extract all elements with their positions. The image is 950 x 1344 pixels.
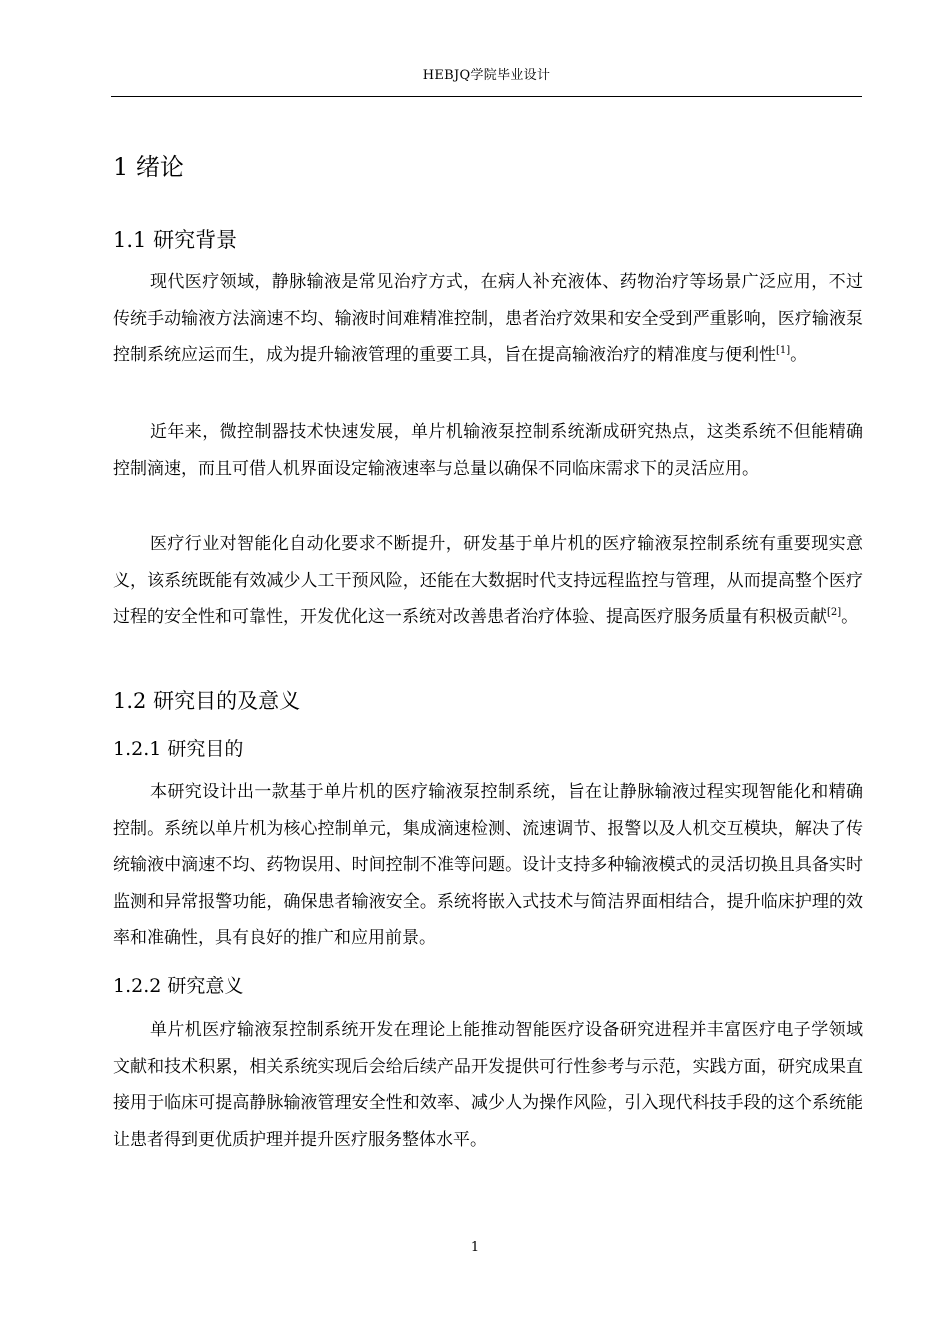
page-number: 1 (470, 1240, 480, 1255)
page-header: HEBJQ学院毕业设计 (422, 68, 551, 83)
paragraph (113, 414, 863, 487)
paragraph-text: 医疗行业对智能化自动化要求不断提升，研发基于单片机的医疗输液泵控制系统有重要现实意义，该系统既能有效减少人工干预风险，还能在大数据时代支持远程监控与管理，从而提高整个医疗过程的安全性和可靠性，开发优化这一系统对改善患者治疗体验、提高医疗服务质量有积极贡献 (113, 534, 863, 627)
paragraph (113, 264, 863, 374)
paragraph (113, 526, 863, 636)
section-title-1-2-1: 1.2.1 研究目的 (113, 738, 244, 760)
paragraph-text: 本研究设计出一款基于单片机的医疗输液泵控制系统，旨在让静脉输液过程实现智能化和精确控制。系统以单片机为核心控制单元，集成滴速检测、流速调节、报警以及人机交互模块，解决了传统输液中滴速不均、药物误用、时间控制不准等问题。设计支持多种输液模式的灵活切换且具备实时监测和异常报警功能，确保患者输液安全。系统将嵌入式技术与简洁界面相结合，提升临床护理的效率和准确性，具有良好的推广和应用前景。 (113, 782, 863, 948)
section-title-1-1: 1.1 研究背景 (113, 228, 238, 252)
citation: [2] (827, 607, 842, 618)
paragraph-end: 。 (841, 607, 859, 627)
chapter-title: 1 绪论 (113, 153, 184, 181)
paragraph (113, 774, 863, 957)
header-divider (111, 96, 862, 97)
paragraph-text: 现代医疗领域，静脉输液是常见治疗方式，在病人补充液体、药物治疗等场景广泛应用，不过传统手动输液方法滴速不均、输液时间难精准控制，患者治疗效果和安全受到严重影响，医疗输液泵控制系统应运而生，成为提升输液管理的重要工具，旨在提高输液治疗的精准度与便利性 (113, 272, 863, 365)
paragraph-text: 单片机医疗输液泵控制系统开发在理论上能推动智能医疗设备研究进程并丰富医疗电子学领域文献和技术积累，相关系统实现后会给后续产品开发提供可行性参考与示范，实践方面，研究成果直接用于临床可提高静脉输液管理安全性和效率、减少人为操作风险，引入现代科技手段的这个系统能让患者得到更优质护理并提升医疗服务整体水平。 (113, 1020, 863, 1150)
paragraph-text: 近年来，微控制器技术快速发展，单片机输液泵控制系统渐成研究热点，这类系统不但能精确控制滴速，而且可借人机界面设定输液速率与总量以确保不同临床需求下的灵活应用。 (113, 422, 863, 479)
paragraph (113, 1012, 863, 1158)
section-title-1-2-2: 1.2.2 研究意义 (113, 975, 244, 997)
paragraph-end: 。 (790, 345, 808, 365)
citation: [1] (776, 345, 791, 356)
section-title-1-2: 1.2 研究目的及意义 (113, 689, 301, 713)
